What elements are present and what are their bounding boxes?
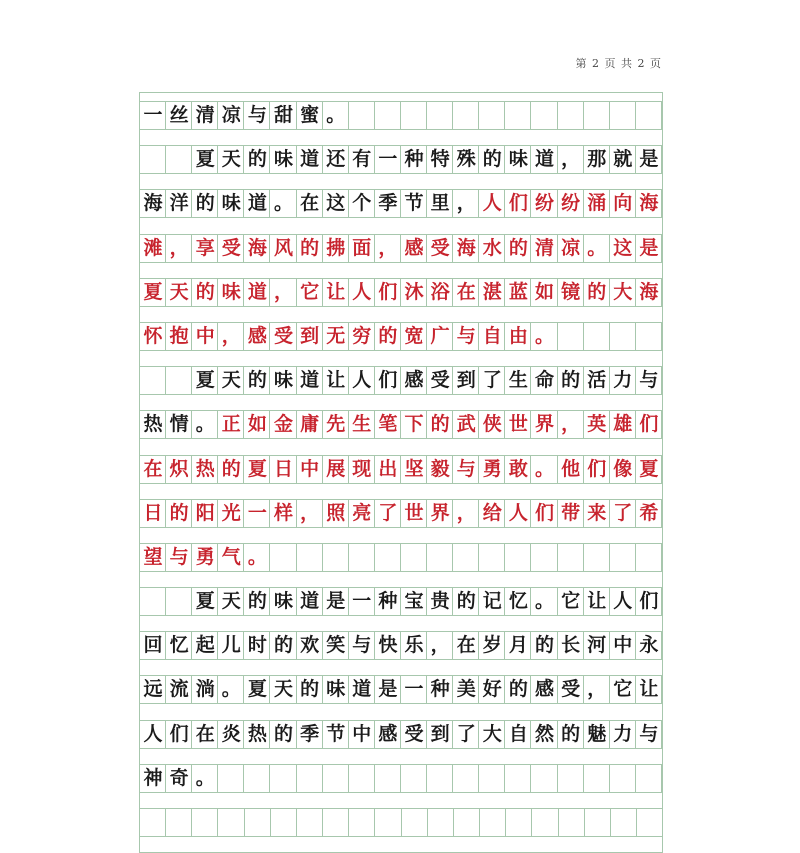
grid-cell <box>558 765 584 792</box>
grid-row <box>140 455 666 484</box>
grid-row <box>140 234 666 263</box>
grid-cell <box>401 765 427 792</box>
grid-cell <box>506 809 532 836</box>
grid-cell <box>558 544 584 571</box>
grid-cell <box>192 809 218 836</box>
grid-cell <box>453 765 479 792</box>
grid-cell <box>349 765 375 792</box>
highlighted-text-segment: 夏天的味道，它让人们沐浴在湛蓝如镜的大海 <box>143 280 666 303</box>
text-segment: 夏天的味道让人们感受到了生命的活力与 <box>143 369 666 392</box>
grid-cell <box>559 809 585 836</box>
grid-cell <box>532 809 558 836</box>
text-segment: 回忆起儿时的欢笑与快乐，在岁月的长河中永 <box>143 634 666 657</box>
grid-cell <box>402 809 428 836</box>
grid-cell <box>584 544 610 571</box>
grid-cell <box>584 102 610 129</box>
grid-cell <box>427 544 453 571</box>
grid-row <box>140 764 662 793</box>
grid-row <box>140 675 666 704</box>
grid-cell <box>297 809 323 836</box>
grid-row <box>140 808 662 837</box>
grid-row <box>140 366 666 395</box>
grid-row <box>140 499 666 528</box>
grid-cell <box>349 102 375 129</box>
text-segment: 海洋的味道。在这个季节里， <box>143 192 483 215</box>
composition-grid-paper <box>139 92 666 853</box>
highlighted-text-segment: 在炽热的夏日中展现出坚毅与勇敢。他们像夏 <box>143 457 666 480</box>
grid-cell <box>271 809 297 836</box>
grid-row <box>140 543 662 572</box>
grid-cell <box>349 544 375 571</box>
grid-cell <box>218 809 244 836</box>
grid-row <box>140 101 662 130</box>
grid-cell <box>323 544 349 571</box>
grid-rows <box>140 101 666 852</box>
text-segment: 热情。 <box>143 413 222 436</box>
grid-cell <box>428 809 454 836</box>
grid-cell <box>636 323 662 350</box>
grid-cell <box>401 102 427 129</box>
grid-row <box>140 145 666 174</box>
grid-row <box>140 720 666 749</box>
grid-cell <box>375 102 401 129</box>
text-segment: 一丝清凉与甜蜜。 <box>143 104 353 126</box>
grid-cell <box>610 765 636 792</box>
grid-cell <box>610 544 636 571</box>
text-segment: 夏天的味道还有一种特殊的味道，那就是 <box>143 148 666 171</box>
grid-cell <box>558 323 584 350</box>
grid-row <box>140 631 666 660</box>
text-segment: 人们在炎热的季节中感受到了大自然的魅力与 <box>143 722 666 745</box>
grid-cell <box>244 765 270 792</box>
grid-cell <box>401 544 427 571</box>
grid-cell <box>453 544 479 571</box>
grid-cell <box>349 809 375 836</box>
highlighted-text-segment: 怀抱中，感受到无穷的宽广与自由。 <box>143 324 562 347</box>
grid-cell <box>427 765 453 792</box>
grid-cell <box>505 544 531 571</box>
grid-cell <box>375 765 401 792</box>
highlighted-text-segment: 正如金庸先生笔下的武侠世界，英雄们 <box>221 413 666 436</box>
grid-cell <box>584 323 610 350</box>
text-segment: 远流淌。夏天的味道是一种美好的感受，它让 <box>143 678 666 701</box>
grid-cell <box>610 102 636 129</box>
grid-cell <box>375 544 401 571</box>
grid-cell <box>218 765 244 792</box>
grid-cell <box>505 102 531 129</box>
grid-cell <box>531 544 557 571</box>
grid-cell <box>427 102 453 129</box>
highlighted-text-segment: 滩，享受海风的拂面，感受海水的清凉。这是 <box>143 236 666 259</box>
grid-row <box>140 587 666 616</box>
grid-cell <box>480 809 506 836</box>
highlighted-text-segment: 望与勇气。 <box>143 545 275 568</box>
grid-cell <box>479 765 505 792</box>
grid-cell <box>636 544 662 571</box>
page-number: 第 2 页 共 2 页 <box>575 57 662 70</box>
highlighted-text-segment: 日的阳光一样，照亮了世界，给人们带来了希 <box>143 501 666 524</box>
grid-row <box>140 322 662 351</box>
grid-cell <box>637 809 662 836</box>
grid-cell <box>323 765 349 792</box>
grid-cell <box>323 809 349 836</box>
grid-cell <box>297 544 323 571</box>
grid-cell <box>270 544 296 571</box>
grid-cell <box>610 323 636 350</box>
grid-cell <box>245 809 271 836</box>
grid-cell <box>611 809 637 836</box>
grid-cell <box>585 809 611 836</box>
highlighted-text-segment: 人们纷纷涌向海 <box>482 192 666 215</box>
grid-cell <box>584 765 610 792</box>
text-segment: 神奇。 <box>143 766 222 789</box>
grid-cell <box>479 102 505 129</box>
grid-row <box>140 189 666 218</box>
grid-cell <box>453 102 479 129</box>
text-segment: 夏天的味道是一种宝贵的记忆。它让人们 <box>143 590 666 613</box>
grid-cell <box>454 809 480 836</box>
grid-row <box>140 410 666 439</box>
grid-row <box>140 278 666 307</box>
grid-cell <box>531 102 557 129</box>
grid-cell <box>270 765 296 792</box>
grid-cell <box>166 809 192 836</box>
grid-cell <box>375 809 401 836</box>
grid-cell <box>558 102 584 129</box>
grid-cell <box>636 765 662 792</box>
grid-cell <box>297 765 323 792</box>
grid-cell <box>505 765 531 792</box>
grid-cell <box>140 809 166 836</box>
grid-cell <box>636 102 662 129</box>
grid-cell <box>531 765 557 792</box>
grid-cell <box>479 544 505 571</box>
